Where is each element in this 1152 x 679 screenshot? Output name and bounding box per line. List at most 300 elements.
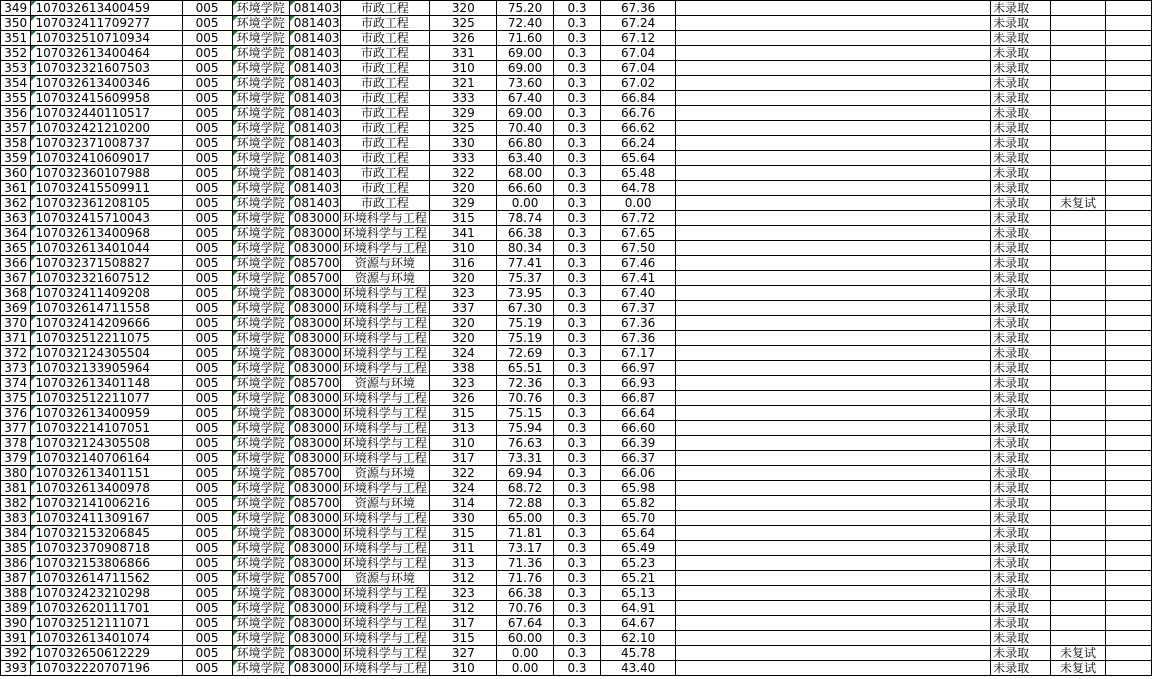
- remark-cell[interactable]: [1051, 466, 1106, 481]
- remark-cell[interactable]: [1051, 541, 1106, 556]
- major-code-cell[interactable]: 083000: [289, 301, 340, 316]
- empty-cell[interactable]: [1105, 526, 1151, 541]
- admission-status-cell[interactable]: 未录取: [991, 226, 1051, 241]
- dept-code-cell[interactable]: 005: [182, 271, 232, 286]
- retest-score-cell[interactable]: 68.00: [497, 166, 553, 181]
- retest-score-cell[interactable]: 71.76: [497, 571, 553, 586]
- empty-cell[interactable]: [675, 181, 990, 196]
- empty-cell[interactable]: [1105, 181, 1151, 196]
- dept-code-cell[interactable]: 005: [182, 181, 232, 196]
- admission-status-cell[interactable]: 未录取: [991, 646, 1051, 661]
- empty-cell[interactable]: [1105, 601, 1151, 616]
- weight-cell[interactable]: 0.3: [553, 151, 601, 166]
- empty-cell[interactable]: [1105, 496, 1151, 511]
- empty-cell[interactable]: [1105, 376, 1151, 391]
- retest-score-cell[interactable]: 71.81: [497, 526, 553, 541]
- empty-cell[interactable]: [675, 421, 990, 436]
- empty-cell[interactable]: [675, 466, 990, 481]
- major-name-cell[interactable]: 环境科学与工程: [340, 241, 430, 256]
- major-code-cell[interactable]: 081403: [289, 196, 340, 211]
- dept-code-cell[interactable]: 005: [182, 106, 232, 121]
- dept-code-cell[interactable]: 005: [182, 91, 232, 106]
- admission-status-cell[interactable]: 未录取: [991, 301, 1051, 316]
- prelim-score-cell[interactable]: 317: [430, 451, 497, 466]
- table-row[interactable]: [1, 571, 1152, 586]
- retest-score-cell[interactable]: 72.88: [497, 496, 553, 511]
- major-name-cell[interactable]: 环境科学与工程: [340, 481, 430, 496]
- table-row[interactable]: [1, 601, 1152, 616]
- empty-cell[interactable]: [1105, 331, 1151, 346]
- table-row[interactable]: [1, 256, 1152, 271]
- total-score-cell[interactable]: 67.41: [601, 271, 676, 286]
- remark-cell[interactable]: [1051, 61, 1106, 76]
- dept-code-cell[interactable]: 005: [182, 436, 232, 451]
- major-name-cell[interactable]: 市政工程: [340, 166, 430, 181]
- prelim-score-cell[interactable]: 315: [430, 631, 497, 646]
- dept-code-cell[interactable]: 005: [182, 301, 232, 316]
- admission-status-cell[interactable]: 未录取: [991, 121, 1051, 136]
- empty-cell[interactable]: [1105, 91, 1151, 106]
- major-code-cell[interactable]: 083000: [289, 481, 340, 496]
- empty-cell[interactable]: [1105, 166, 1151, 181]
- major-code-cell[interactable]: 083000: [289, 526, 340, 541]
- exam-id-cell[interactable]: 107032124305508: [31, 436, 182, 451]
- table-row[interactable]: [1, 286, 1152, 301]
- seq-cell[interactable]: 387: [1, 571, 31, 586]
- weight-cell[interactable]: 0.3: [553, 616, 601, 631]
- remark-cell[interactable]: [1051, 586, 1106, 601]
- weight-cell[interactable]: 0.3: [553, 556, 601, 571]
- major-code-cell[interactable]: 083000: [289, 541, 340, 556]
- dept-code-cell[interactable]: 005: [182, 331, 232, 346]
- exam-id-cell[interactable]: 107032220707196: [31, 661, 182, 676]
- major-name-cell[interactable]: 环境科学与工程: [340, 646, 430, 661]
- prelim-score-cell[interactable]: 333: [430, 151, 497, 166]
- major-code-cell[interactable]: 081403: [289, 31, 340, 46]
- empty-cell[interactable]: [675, 16, 990, 31]
- prelim-score-cell[interactable]: 331: [430, 46, 497, 61]
- seq-cell[interactable]: 392: [1, 646, 31, 661]
- dept-code-cell[interactable]: 005: [182, 211, 232, 226]
- prelim-score-cell[interactable]: 330: [430, 511, 497, 526]
- school-cell[interactable]: 环境学院: [232, 406, 289, 421]
- exam-id-cell[interactable]: 107032415710043: [31, 211, 182, 226]
- table-row[interactable]: [1, 331, 1152, 346]
- table-row[interactable]: [1, 316, 1152, 331]
- admission-status-cell[interactable]: 未录取: [991, 361, 1051, 376]
- seq-cell[interactable]: 352: [1, 46, 31, 61]
- exam-id-cell[interactable]: 107032613400464: [31, 46, 182, 61]
- admission-status-cell[interactable]: 未录取: [991, 541, 1051, 556]
- empty-cell[interactable]: [1105, 646, 1151, 661]
- prelim-score-cell[interactable]: 324: [430, 481, 497, 496]
- retest-score-cell[interactable]: 77.41: [497, 256, 553, 271]
- empty-cell[interactable]: [1105, 586, 1151, 601]
- major-name-cell[interactable]: 资源与环境: [340, 271, 430, 286]
- dept-code-cell[interactable]: 005: [182, 466, 232, 481]
- retest-score-cell[interactable]: 67.40: [497, 91, 553, 106]
- total-score-cell[interactable]: 65.13: [601, 586, 676, 601]
- total-score-cell[interactable]: 66.39: [601, 436, 676, 451]
- retest-score-cell[interactable]: 66.38: [497, 586, 553, 601]
- retest-score-cell[interactable]: 67.30: [497, 301, 553, 316]
- weight-cell[interactable]: 0.3: [553, 436, 601, 451]
- table-row[interactable]: [1, 1, 1152, 16]
- dept-code-cell[interactable]: 005: [182, 256, 232, 271]
- major-name-cell[interactable]: 环境科学与工程: [340, 406, 430, 421]
- total-score-cell[interactable]: 66.64: [601, 406, 676, 421]
- prelim-score-cell[interactable]: 320: [430, 316, 497, 331]
- major-name-cell[interactable]: 市政工程: [340, 1, 430, 16]
- seq-cell[interactable]: 379: [1, 451, 31, 466]
- total-score-cell[interactable]: 45.78: [601, 646, 676, 661]
- seq-cell[interactable]: 363: [1, 211, 31, 226]
- weight-cell[interactable]: 0.3: [553, 16, 601, 31]
- remark-cell[interactable]: [1051, 76, 1106, 91]
- total-score-cell[interactable]: 67.36: [601, 1, 676, 16]
- prelim-score-cell[interactable]: 337: [430, 301, 497, 316]
- major-name-cell[interactable]: 市政工程: [340, 16, 430, 31]
- major-name-cell[interactable]: 市政工程: [340, 76, 430, 91]
- school-cell[interactable]: 环境学院: [232, 46, 289, 61]
- prelim-score-cell[interactable]: 316: [430, 256, 497, 271]
- dept-code-cell[interactable]: 005: [182, 31, 232, 46]
- exam-id-cell[interactable]: 107032421210200: [31, 121, 182, 136]
- major-name-cell[interactable]: 资源与环境: [340, 466, 430, 481]
- remark-cell[interactable]: [1051, 361, 1106, 376]
- admission-status-cell[interactable]: 未录取: [991, 331, 1051, 346]
- major-code-cell[interactable]: 083000: [289, 241, 340, 256]
- school-cell[interactable]: 环境学院: [232, 106, 289, 121]
- admission-status-cell[interactable]: 未录取: [991, 1, 1051, 16]
- empty-cell[interactable]: [1105, 406, 1151, 421]
- table-row[interactable]: [1, 106, 1152, 121]
- table-row[interactable]: [1, 241, 1152, 256]
- weight-cell[interactable]: 0.3: [553, 256, 601, 271]
- remark-cell[interactable]: [1051, 121, 1106, 136]
- remark-cell[interactable]: [1051, 406, 1106, 421]
- admission-status-cell[interactable]: 未录取: [991, 436, 1051, 451]
- total-score-cell[interactable]: 66.97: [601, 361, 676, 376]
- exam-id-cell[interactable]: 107032411709277: [31, 16, 182, 31]
- school-cell[interactable]: 环境学院: [232, 421, 289, 436]
- table-row[interactable]: [1, 406, 1152, 421]
- table-row[interactable]: [1, 121, 1152, 136]
- seq-cell[interactable]: 360: [1, 166, 31, 181]
- table-row[interactable]: [1, 271, 1152, 286]
- prelim-score-cell[interactable]: 311: [430, 541, 497, 556]
- prelim-score-cell[interactable]: 338: [430, 361, 497, 376]
- seq-cell[interactable]: 356: [1, 106, 31, 121]
- empty-cell[interactable]: [1105, 466, 1151, 481]
- retest-score-cell[interactable]: 66.38: [497, 226, 553, 241]
- school-cell[interactable]: 环境学院: [232, 196, 289, 211]
- major-code-cell[interactable]: 083000: [289, 331, 340, 346]
- table-row[interactable]: [1, 451, 1152, 466]
- empty-cell[interactable]: [675, 541, 990, 556]
- major-code-cell[interactable]: 083000: [289, 211, 340, 226]
- total-score-cell[interactable]: 67.12: [601, 31, 676, 46]
- weight-cell[interactable]: 0.3: [553, 76, 601, 91]
- total-score-cell[interactable]: 65.70: [601, 511, 676, 526]
- seq-cell[interactable]: 359: [1, 151, 31, 166]
- school-cell[interactable]: 环境学院: [232, 496, 289, 511]
- prelim-score-cell[interactable]: 325: [430, 121, 497, 136]
- exam-id-cell[interactable]: 107032410609017: [31, 151, 182, 166]
- admission-status-cell[interactable]: 未录取: [991, 571, 1051, 586]
- total-score-cell[interactable]: 67.37: [601, 301, 676, 316]
- table-row[interactable]: [1, 496, 1152, 511]
- seq-cell[interactable]: 374: [1, 376, 31, 391]
- major-name-cell[interactable]: 环境科学与工程: [340, 586, 430, 601]
- empty-cell[interactable]: [1105, 151, 1151, 166]
- total-score-cell[interactable]: 67.36: [601, 316, 676, 331]
- exam-id-cell[interactable]: 107032613401044: [31, 241, 182, 256]
- retest-score-cell[interactable]: 72.36: [497, 376, 553, 391]
- admission-status-cell[interactable]: 未录取: [991, 661, 1051, 676]
- major-name-cell[interactable]: 环境科学与工程: [340, 616, 430, 631]
- major-name-cell[interactable]: 环境科学与工程: [340, 436, 430, 451]
- seq-cell[interactable]: 377: [1, 421, 31, 436]
- retest-score-cell[interactable]: 70.76: [497, 601, 553, 616]
- school-cell[interactable]: 环境学院: [232, 361, 289, 376]
- remark-cell[interactable]: [1051, 181, 1106, 196]
- seq-cell[interactable]: 361: [1, 181, 31, 196]
- major-code-cell[interactable]: 083000: [289, 391, 340, 406]
- table-row[interactable]: [1, 556, 1152, 571]
- major-name-cell[interactable]: 环境科学与工程: [340, 316, 430, 331]
- retest-score-cell[interactable]: 66.60: [497, 181, 553, 196]
- major-code-cell[interactable]: 083000: [289, 361, 340, 376]
- major-name-cell[interactable]: 市政工程: [340, 136, 430, 151]
- dept-code-cell[interactable]: 005: [182, 61, 232, 76]
- major-code-cell[interactable]: 083000: [289, 616, 340, 631]
- admission-status-cell[interactable]: 未录取: [991, 631, 1051, 646]
- retest-score-cell[interactable]: 75.19: [497, 331, 553, 346]
- major-name-cell[interactable]: 环境科学与工程: [340, 226, 430, 241]
- major-name-cell[interactable]: 环境科学与工程: [340, 391, 430, 406]
- empty-cell[interactable]: [1105, 31, 1151, 46]
- table-row[interactable]: [1, 466, 1152, 481]
- admission-status-cell[interactable]: 未录取: [991, 316, 1051, 331]
- table-row[interactable]: [1, 181, 1152, 196]
- table-row[interactable]: [1, 91, 1152, 106]
- school-cell[interactable]: 环境学院: [232, 556, 289, 571]
- empty-cell[interactable]: [675, 136, 990, 151]
- table-row[interactable]: [1, 541, 1152, 556]
- dept-code-cell[interactable]: 005: [182, 151, 232, 166]
- empty-cell[interactable]: [675, 556, 990, 571]
- school-cell[interactable]: 环境学院: [232, 166, 289, 181]
- exam-id-cell[interactable]: 107032124305504: [31, 346, 182, 361]
- seq-cell[interactable]: 364: [1, 226, 31, 241]
- total-score-cell[interactable]: 64.91: [601, 601, 676, 616]
- exam-id-cell[interactable]: 107032614711562: [31, 571, 182, 586]
- empty-cell[interactable]: [675, 1, 990, 16]
- weight-cell[interactable]: 0.3: [553, 526, 601, 541]
- empty-cell[interactable]: [675, 601, 990, 616]
- seq-cell[interactable]: 378: [1, 436, 31, 451]
- exam-id-cell[interactable]: 107032512211075: [31, 331, 182, 346]
- total-score-cell[interactable]: 67.65: [601, 226, 676, 241]
- seq-cell[interactable]: 386: [1, 556, 31, 571]
- exam-id-cell[interactable]: 107032510710934: [31, 31, 182, 46]
- seq-cell[interactable]: 349: [1, 1, 31, 16]
- empty-cell[interactable]: [675, 586, 990, 601]
- major-code-cell[interactable]: 085700: [289, 271, 340, 286]
- major-name-cell[interactable]: 环境科学与工程: [340, 661, 430, 676]
- major-name-cell[interactable]: 市政工程: [340, 106, 430, 121]
- admission-status-cell[interactable]: 未录取: [991, 256, 1051, 271]
- school-cell[interactable]: 环境学院: [232, 91, 289, 106]
- dept-code-cell[interactable]: 005: [182, 586, 232, 601]
- major-name-cell[interactable]: 环境科学与工程: [340, 556, 430, 571]
- seq-cell[interactable]: 371: [1, 331, 31, 346]
- total-score-cell[interactable]: 67.46: [601, 256, 676, 271]
- remark-cell[interactable]: [1051, 301, 1106, 316]
- dept-code-cell[interactable]: 005: [182, 166, 232, 181]
- school-cell[interactable]: 环境学院: [232, 286, 289, 301]
- weight-cell[interactable]: 0.3: [553, 211, 601, 226]
- seq-cell[interactable]: 390: [1, 616, 31, 631]
- total-score-cell[interactable]: 64.78: [601, 181, 676, 196]
- empty-cell[interactable]: [675, 46, 990, 61]
- admission-status-cell[interactable]: 未录取: [991, 211, 1051, 226]
- school-cell[interactable]: 环境学院: [232, 136, 289, 151]
- major-name-cell[interactable]: 市政工程: [340, 151, 430, 166]
- total-score-cell[interactable]: 66.06: [601, 466, 676, 481]
- retest-score-cell[interactable]: 67.64: [497, 616, 553, 631]
- empty-cell[interactable]: [1105, 616, 1151, 631]
- empty-cell[interactable]: [675, 481, 990, 496]
- school-cell[interactable]: 环境学院: [232, 301, 289, 316]
- seq-cell[interactable]: 365: [1, 241, 31, 256]
- prelim-score-cell[interactable]: 324: [430, 346, 497, 361]
- weight-cell[interactable]: 0.3: [553, 466, 601, 481]
- dept-code-cell[interactable]: 005: [182, 346, 232, 361]
- total-score-cell[interactable]: 67.24: [601, 16, 676, 31]
- remark-cell[interactable]: [1051, 1, 1106, 16]
- table-row[interactable]: [1, 376, 1152, 391]
- retest-score-cell[interactable]: 75.15: [497, 406, 553, 421]
- remark-cell[interactable]: [1051, 136, 1106, 151]
- retest-score-cell[interactable]: 60.00: [497, 631, 553, 646]
- school-cell[interactable]: 环境学院: [232, 1, 289, 16]
- empty-cell[interactable]: [1105, 256, 1151, 271]
- empty-cell[interactable]: [1105, 661, 1151, 676]
- school-cell[interactable]: 环境学院: [232, 451, 289, 466]
- total-score-cell[interactable]: 62.10: [601, 631, 676, 646]
- major-name-cell[interactable]: 市政工程: [340, 31, 430, 46]
- major-name-cell[interactable]: 环境科学与工程: [340, 601, 430, 616]
- exam-id-cell[interactable]: 107032613401074: [31, 631, 182, 646]
- major-code-cell[interactable]: 081403: [289, 106, 340, 121]
- remark-cell[interactable]: [1051, 226, 1106, 241]
- exam-id-cell[interactable]: 107032411309167: [31, 511, 182, 526]
- table-row[interactable]: [1, 661, 1152, 676]
- exam-id-cell[interactable]: 107032411409208: [31, 286, 182, 301]
- empty-cell[interactable]: [675, 241, 990, 256]
- retest-score-cell[interactable]: 71.36: [497, 556, 553, 571]
- exam-id-cell[interactable]: 107032361208105: [31, 196, 182, 211]
- exam-id-cell[interactable]: 107032614711558: [31, 301, 182, 316]
- major-name-cell[interactable]: 环境科学与工程: [340, 346, 430, 361]
- major-code-cell[interactable]: 083000: [289, 451, 340, 466]
- weight-cell[interactable]: 0.3: [553, 1, 601, 16]
- admission-status-cell[interactable]: 未录取: [991, 406, 1051, 421]
- table-row[interactable]: [1, 511, 1152, 526]
- total-score-cell[interactable]: 67.04: [601, 61, 676, 76]
- table-row[interactable]: [1, 361, 1152, 376]
- dept-code-cell[interactable]: 005: [182, 526, 232, 541]
- table-row[interactable]: [1, 616, 1152, 631]
- empty-cell[interactable]: [675, 106, 990, 121]
- exam-id-cell[interactable]: 107032214107051: [31, 421, 182, 436]
- empty-cell[interactable]: [1105, 61, 1151, 76]
- table-row[interactable]: [1, 46, 1152, 61]
- dept-code-cell[interactable]: 005: [182, 421, 232, 436]
- empty-cell[interactable]: [675, 151, 990, 166]
- exam-id-cell[interactable]: 107032440110517: [31, 106, 182, 121]
- seq-cell[interactable]: 385: [1, 541, 31, 556]
- school-cell[interactable]: 环境学院: [232, 391, 289, 406]
- dept-code-cell[interactable]: 005: [182, 361, 232, 376]
- seq-cell[interactable]: 350: [1, 16, 31, 31]
- exam-id-cell[interactable]: 107032371508827: [31, 256, 182, 271]
- admission-status-cell[interactable]: 未录取: [991, 61, 1051, 76]
- table-row[interactable]: [1, 76, 1152, 91]
- retest-score-cell[interactable]: 0.00: [497, 661, 553, 676]
- table-row[interactable]: [1, 31, 1152, 46]
- empty-cell[interactable]: [675, 451, 990, 466]
- admission-status-cell[interactable]: 未录取: [991, 481, 1051, 496]
- admission-status-cell[interactable]: 未录取: [991, 166, 1051, 181]
- remark-cell[interactable]: [1051, 391, 1106, 406]
- prelim-score-cell[interactable]: 330: [430, 136, 497, 151]
- major-name-cell[interactable]: 资源与环境: [340, 256, 430, 271]
- major-code-cell[interactable]: 081403: [289, 121, 340, 136]
- dept-code-cell[interactable]: 005: [182, 511, 232, 526]
- prelim-score-cell[interactable]: 310: [430, 61, 497, 76]
- exam-id-cell[interactable]: 107032613401151: [31, 466, 182, 481]
- major-code-cell[interactable]: 083000: [289, 316, 340, 331]
- total-score-cell[interactable]: 65.21: [601, 571, 676, 586]
- remark-cell[interactable]: [1051, 376, 1106, 391]
- prelim-score-cell[interactable]: 314: [430, 496, 497, 511]
- admission-status-cell[interactable]: 未录取: [991, 16, 1051, 31]
- total-score-cell[interactable]: 65.48: [601, 166, 676, 181]
- school-cell[interactable]: 环境学院: [232, 31, 289, 46]
- weight-cell[interactable]: 0.3: [553, 346, 601, 361]
- table-row[interactable]: [1, 151, 1152, 166]
- seq-cell[interactable]: 382: [1, 496, 31, 511]
- prelim-score-cell[interactable]: 317: [430, 616, 497, 631]
- admission-status-cell[interactable]: 未录取: [991, 451, 1051, 466]
- table-row[interactable]: [1, 646, 1152, 661]
- school-cell[interactable]: 环境学院: [232, 376, 289, 391]
- prelim-score-cell[interactable]: 333: [430, 91, 497, 106]
- table-row[interactable]: [1, 421, 1152, 436]
- major-code-cell[interactable]: 085700: [289, 376, 340, 391]
- weight-cell[interactable]: 0.3: [553, 226, 601, 241]
- remark-cell[interactable]: [1051, 511, 1106, 526]
- admission-status-cell[interactable]: 未录取: [991, 391, 1051, 406]
- seq-cell[interactable]: 388: [1, 586, 31, 601]
- retest-score-cell[interactable]: 80.34: [497, 241, 553, 256]
- empty-cell[interactable]: [675, 346, 990, 361]
- prelim-score-cell[interactable]: 315: [430, 406, 497, 421]
- prelim-score-cell[interactable]: 315: [430, 211, 497, 226]
